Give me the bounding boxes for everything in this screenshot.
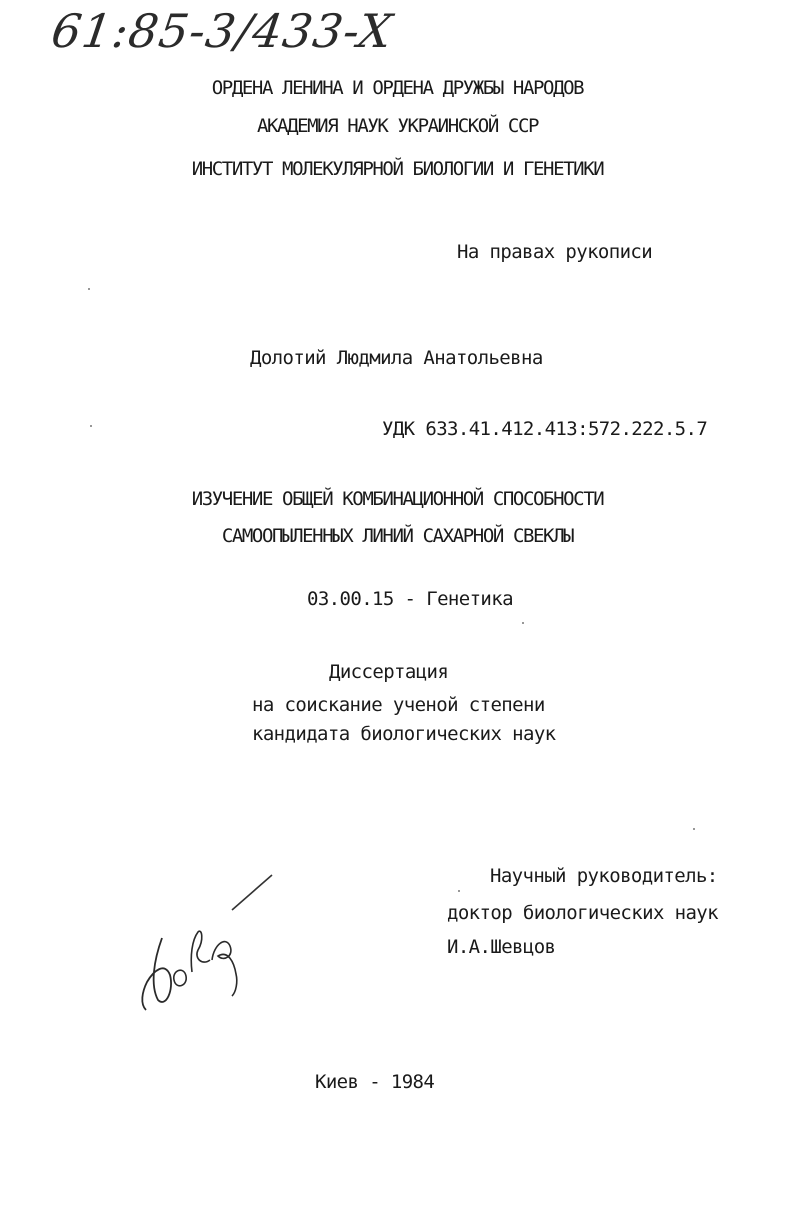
degree-line-3: кандидата биологических наук — [252, 723, 556, 745]
city-year: Киев - 1984 — [315, 1071, 435, 1093]
header-line-1: ОРДЕНА ЛЕНИНА И ОРДЕНА ДРУЖБЫ НАРОДОВ — [211, 77, 584, 99]
scan-speck — [458, 890, 460, 892]
scan-speck — [693, 828, 695, 830]
scan-speck — [522, 622, 524, 624]
title-line-1: ИЗУЧЕНИЕ ОБЩЕЙ КОМБИНАЦИОННОЙ СПОСОБНОСТИ — [191, 488, 604, 510]
scan-speck — [88, 288, 90, 290]
header-line-2: АКАДЕМИЯ НАУК УКРАИНСКОЙ ССР — [256, 115, 539, 137]
manuscript-rights: На правах рукописи — [457, 241, 653, 263]
udc-code: УДК 633.41.412.413:572.222.5.7 — [382, 418, 708, 440]
title-line-2: САМООПЫЛЕННЫХ ЛИНИЙ САХАРНОЙ СВЕКЛЫ — [221, 525, 574, 547]
specialty: 03.00.15 - Генетика — [307, 588, 513, 610]
degree-line-1: Диссертация — [329, 661, 449, 683]
handwritten-signature — [132, 870, 292, 1020]
scan-speck — [90, 425, 92, 427]
degree-line-2: на соискание ученой степени — [252, 694, 545, 716]
author-name: Долотий Людмила Анатольевна — [250, 347, 543, 369]
supervisor-title: доктор биологических наук — [447, 902, 718, 924]
header-line-3: ИНСТИТУТ МОЛЕКУЛЯРНОЙ БИОЛОГИИ И ГЕНЕТИКИ — [191, 158, 604, 180]
supervisor-name: И.А.Шевцов — [447, 936, 556, 958]
archive-number: 61:85-3/433-X — [48, 4, 397, 58]
supervisor-label: Научный руководитель: — [490, 865, 718, 887]
